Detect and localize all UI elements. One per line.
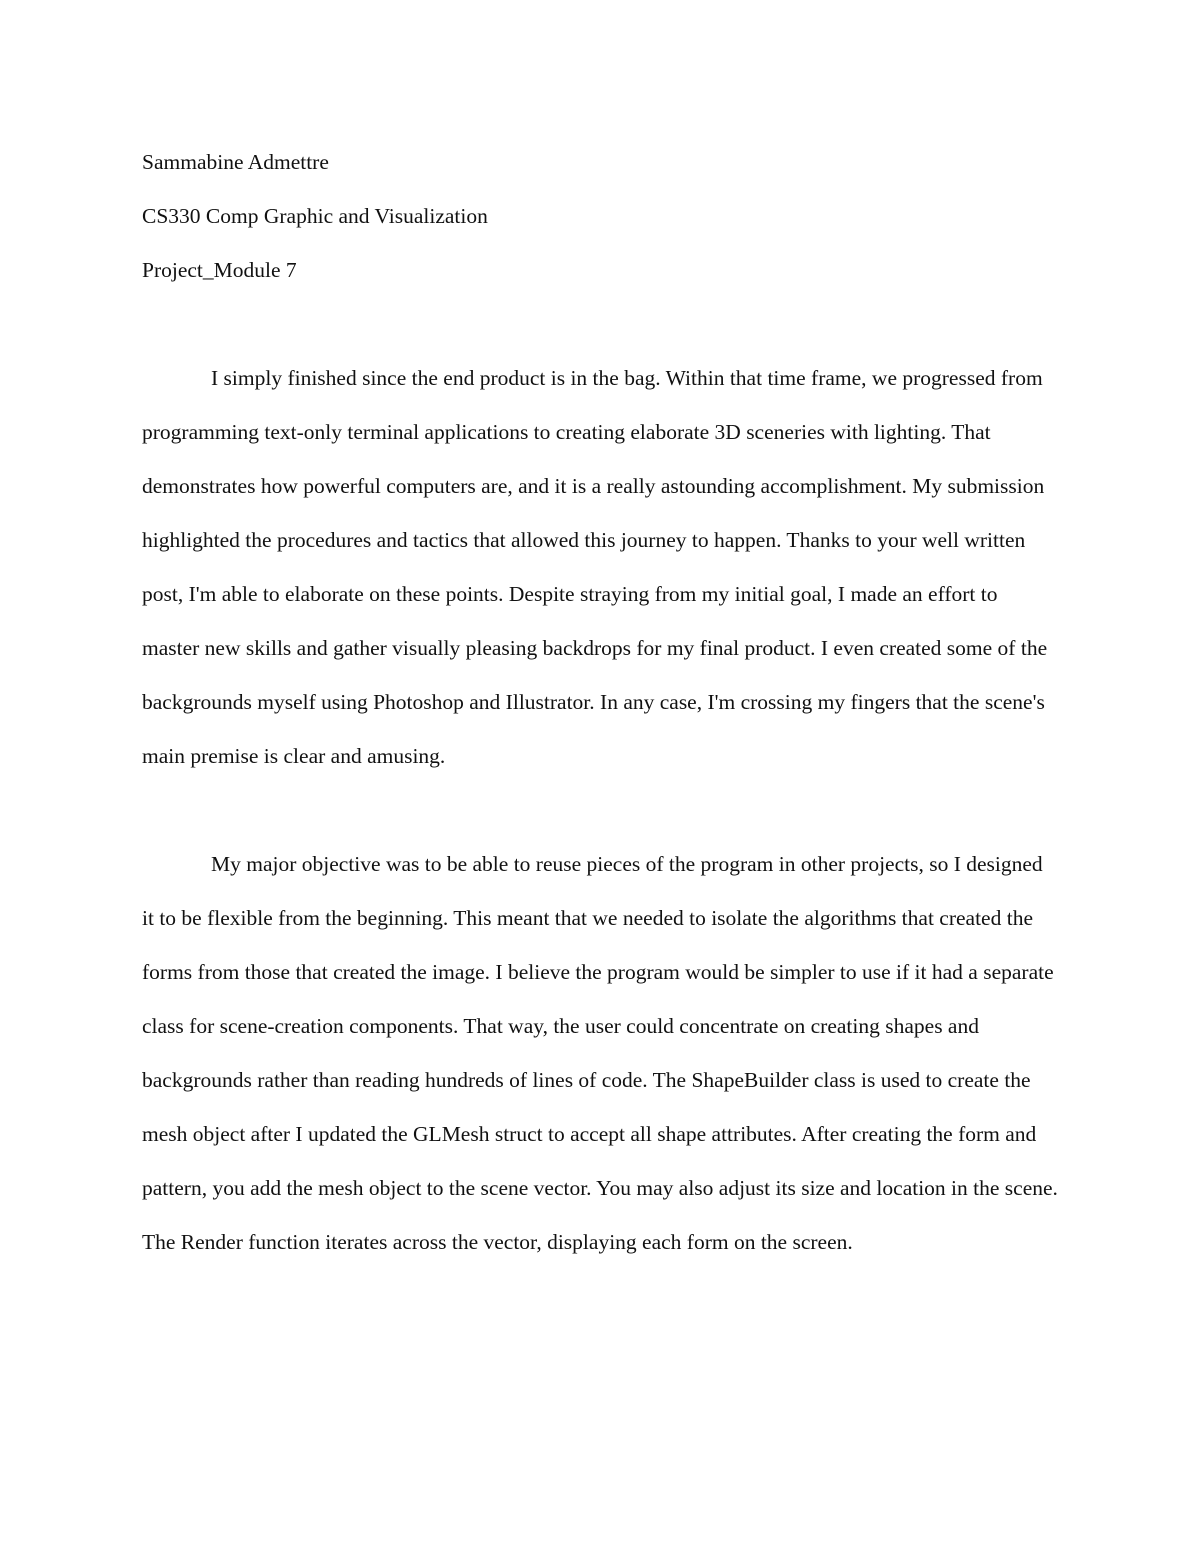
course-title: CS330 Comp Graphic and Visualization	[142, 204, 488, 228]
header-spacer	[142, 297, 1058, 351]
body-paragraph-2: My major objective was to be able to reuse pieces of the program in other projects, so I designed it to be flexible from the beginning. This meant that we needed to isolate the algorithms that created the forms from those that created the image. I believe the program would be simpler to use if it had a separate class for scene-creation components. That way, the user could concentrate on creating shapes and backgrounds rather than reading hundreds of lines of code. The ShapeBuilder class is used to create the mesh object after I updated the GLMesh struct to accept all shape attributes. After creating the form and pattern, you add the mesh object to the scene vector. You may also adjust its size and location in the scene. The Render function iterates across the vector, displaying each form on the screen.	[142, 852, 1058, 1254]
document-content	[142, 135, 1058, 1269]
body-paragraph-1: I simply finished since the end product is in the bag. Within that time frame, we progressed from programming text-only terminal applications to creating elaborate 3D sceneries with lighting. That demonstrates how powerful computers are, and it is a really astounding accomplishment. My submission highlighted the procedures and tactics that allowed this journey to happen. Thanks to your well written post, I'm able to elaborate on these points. Despite straying from my initial goal, I made an effort to master new skills and gather visually pleasing backdrops for my final product. I even created some of the backgrounds myself using Photoshop and Illustrator. In any case, I'm crossing my fingers that the scene's main premise is clear and amusing.	[142, 366, 1048, 768]
paragraph-spacer	[142, 783, 1058, 837]
author-name: Sammabine Admettre	[142, 150, 329, 174]
assignment-title: Project_Module 7	[142, 258, 297, 282]
